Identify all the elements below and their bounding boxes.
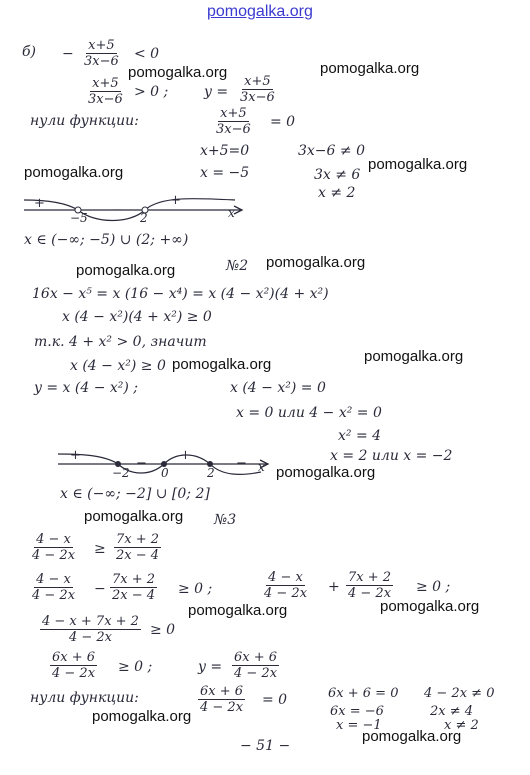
frac-num: 7x + 2 [116,532,160,547]
watermark[interactable]: pomogalka.org [76,262,176,279]
minus-sign: − [62,46,74,62]
p3-l2-rel2: ≥ 0 ; [416,579,451,595]
zeros-den: 3x−6 [216,122,251,137]
func-den: 3x−6 [240,90,275,105]
frac-num: 4 − x [268,570,303,585]
p3-l2-a [30,572,77,603]
problem-b-label: б) [22,44,37,60]
watermark[interactable]: pomogalka.org [188,602,288,619]
sign-label: − [236,456,247,471]
frac-den: 4 − 2x [32,548,76,563]
p2-line8: x = 2 или x = −2 [330,448,453,464]
p3-r2b: 2x ≠ 4 [430,704,474,719]
func-fraction [238,74,277,105]
frac-den: 4 − 2x [348,586,392,601]
frac-num: 7x + 2 [348,570,392,585]
p3-l2-b [110,572,157,603]
sign-label: + [34,196,45,211]
p3-l1-right [114,532,161,563]
p3-l2-op: − [94,581,106,597]
p3-r1b: 4 − 2x ≠ 0 [424,686,495,701]
p2-line3: т.к. 4 + x² > 0, значит [34,334,207,350]
watermark-top[interactable]: pomogalka.org [207,3,313,20]
p2-line4: x (4 − x²) ≥ 0 [70,358,166,374]
watermark[interactable]: pomogalka.org [24,164,124,181]
watermark[interactable]: pomogalka.org [84,508,184,525]
p3-l2-rel: ≥ 0 ; [178,581,213,597]
frac-den: 4 − 2x [264,586,308,601]
answer-2: x ∈ (−∞; −2] ∪ [0; 2] [60,486,210,502]
watermark[interactable]: pomogalka.org [128,64,228,81]
eq-den: 3x−6 ≠ 0 [298,143,365,159]
den-step2: x ≠ 2 [318,185,356,201]
point-label: 0 [161,466,169,480]
p2-line7: x² = 4 [338,428,382,444]
watermark[interactable]: pomogalka.org [320,60,420,77]
zeros-label: нули функции: [30,113,139,129]
sign-label: − [112,203,123,218]
p3-zeros-label: нули функции: [30,690,139,706]
frac-den: 4 − 2x [200,700,244,715]
point-label: 2 [207,466,215,480]
problem-2-label: №2 [226,258,249,274]
frac-den: 2x − 4 [112,588,156,603]
func-num: x+5 [244,74,271,89]
eq-num: x+5=0 [200,143,250,159]
frac-num: 6x + 6 [52,650,96,665]
p3-l3-rel: ≥ 0 [150,622,176,638]
func-y: y = [204,84,229,100]
frac-den: 4 − 2x [68,630,112,645]
watermark[interactable]: pomogalka.org [364,348,464,365]
ineq2-rel: > 0 ; [134,84,169,100]
p2-line5b: x (4 − x²) = 0 [230,380,326,396]
ineq1-rel: < 0 [134,46,160,62]
zeros-fraction [214,106,253,137]
p3-r2a: 6x = −6 [330,704,384,719]
frac-num: 4 − x [36,572,71,587]
p3-l2-d [346,570,393,601]
ineq1-fraction [82,38,121,69]
point-label: −2 [112,466,130,480]
answer-b: x ∈ (−∞; −5) ∪ (2; +∞) [24,232,189,248]
p3-l4 [50,650,97,681]
ineq1-num: x+5 [88,38,115,53]
p3-l4-yfrac [232,650,279,681]
axis-label: x [228,206,235,220]
frac-num: 4 − x + 7x + 2 [42,614,139,629]
frac-den: 2x − 4 [116,548,160,563]
zeros-num: x+5 [220,106,247,121]
zeros-rel: = 0 [270,114,296,130]
sign-label: + [180,448,191,463]
ineq2-fraction [86,76,125,107]
problem-3-label: №3 [214,512,237,528]
p3-r3a: x = −1 [336,718,382,733]
p2-line5: y = x (4 − x²) ; [34,380,139,396]
p2-line1: 16x − x⁵ = x (16 − x⁴) = x (4 − x²)(4 + x²) [32,286,329,302]
p3-zeros-rel: = 0 [262,692,288,708]
page-number: − 51 − [240,738,291,754]
frac-num: 4 − x [36,532,71,547]
p3-l2-op2: + [328,579,340,595]
ineq1-den: 3x−6 [84,54,119,69]
watermark[interactable]: pomogalka.org [266,254,366,271]
sol-num: x = −5 [200,165,250,181]
watermark[interactable]: pomogalka.org [172,356,272,373]
p2-line6: x = 0 или 4 − x² = 0 [236,405,382,421]
frac-num: 6x + 6 [200,684,244,699]
sign-label: + [170,193,181,208]
p3-r1a: 6x + 6 = 0 [328,686,399,701]
p3-l1-left [30,532,77,563]
frac-num: 7x + 2 [112,572,156,587]
watermark[interactable]: pomogalka.org [380,598,480,615]
axis-label: x [258,460,265,474]
frac-den: 4 − 2x [32,588,76,603]
sign-label: + [70,448,81,463]
ineq2-num: x+5 [92,76,119,91]
ineq2-den: 3x−6 [88,92,123,107]
watermark[interactable]: pomogalka.org [362,728,462,745]
p3-r3b: x ≠ 2 [444,718,479,733]
p3-l3 [40,614,141,645]
p3-l4-rel: ≥ 0 ; [118,659,153,675]
p3-l1-rel: ≥ [94,541,106,557]
p2-line2: x (4 − x²)(4 + x²) ≥ 0 [62,309,212,325]
watermark[interactable]: pomogalka.org [368,156,468,173]
p3-zeros-frac [198,684,245,715]
frac-den: 4 − 2x [52,666,96,681]
watermark[interactable]: pomogalka.org [92,708,192,725]
sign-label: − [136,456,147,471]
number-line-1 [20,196,250,230]
p3-l4-y: y = [198,659,223,675]
point-label: 2 [140,211,148,225]
frac-num: 6x + 6 [234,650,278,665]
den-step1: 3x ≠ 6 [314,167,361,183]
p3-l2-c [262,570,309,601]
frac-den: 4 − 2x [234,666,278,681]
watermark[interactable]: pomogalka.org [276,464,376,481]
point-label: −5 [70,211,88,225]
